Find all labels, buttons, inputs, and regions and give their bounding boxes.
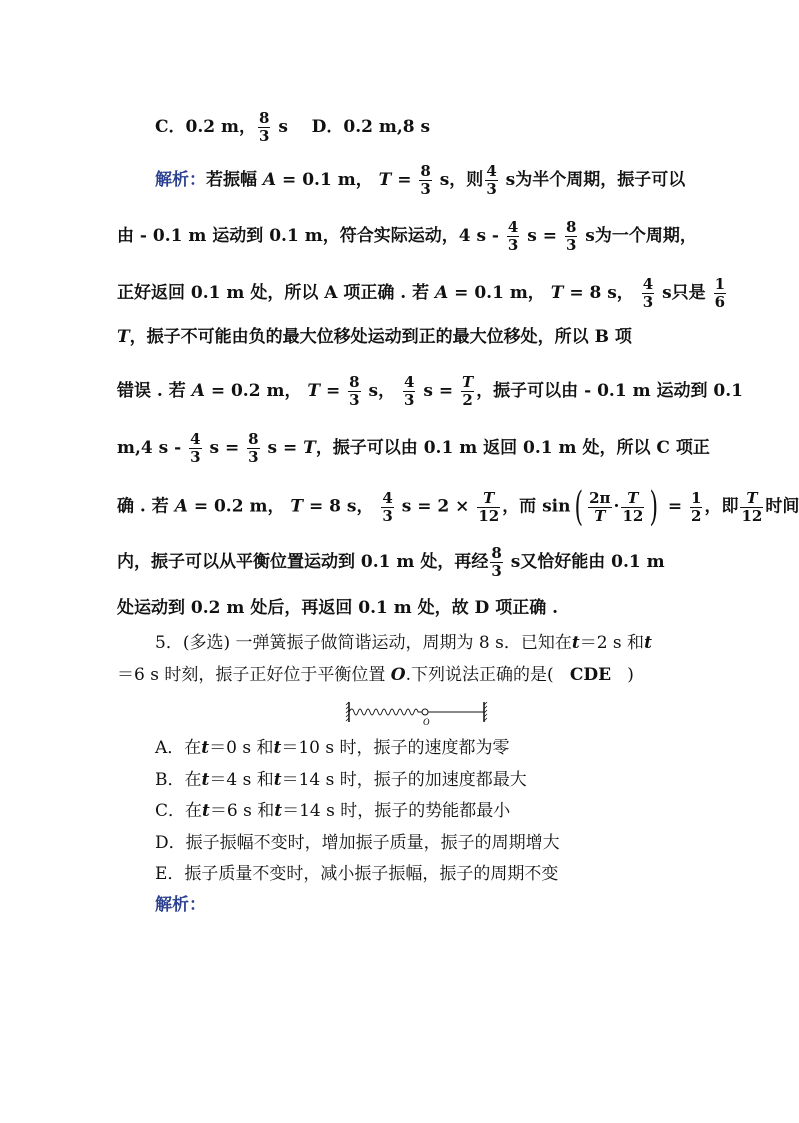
text: ＝2 s 和	[579, 633, 645, 653]
var-a: A	[435, 283, 449, 303]
analysis-line-4	[117, 327, 717, 347]
text: 确 . 若	[117, 496, 169, 517]
var-t: t	[202, 801, 210, 821]
text: 处运动到 0.2 m 处后，再返回 0.1 m 处，故 D 项正确 .	[117, 598, 559, 618]
option-c-d-line	[155, 110, 755, 145]
text: ＝4 s 和	[209, 770, 274, 790]
var-a: A	[191, 381, 205, 401]
text: m,4 s -	[117, 438, 182, 458]
mass-ball	[422, 709, 428, 715]
fraction: $\frac{1}{2}$	[691, 488, 702, 525]
answer: CDE	[569, 665, 612, 685]
var-t: t	[201, 738, 210, 758]
text: )	[627, 665, 634, 685]
var-t: T	[290, 496, 304, 517]
option-b	[155, 770, 715, 790]
var-a: A	[174, 496, 188, 517]
option-c-unit: s	[278, 117, 288, 137]
text: ，振子不可能由负的最大位移处运动到正的最大位移处，所以 B 项	[129, 327, 632, 347]
text: =	[325, 381, 341, 401]
analysis-line-9	[117, 598, 717, 618]
fraction: $\frac{T}{2}$	[462, 373, 474, 409]
analysis-line-1	[155, 163, 715, 198]
left-paren: (	[574, 484, 583, 530]
analysis-line-3	[117, 275, 726, 311]
var-t: t	[273, 738, 282, 758]
var-t: T	[303, 438, 316, 458]
fraction: $\frac{T}{12}$	[622, 488, 644, 525]
var-t: T	[550, 283, 564, 303]
fraction: $\frac{4}{3}$	[190, 430, 201, 466]
analysis-line-6	[117, 431, 717, 466]
text: B．在	[155, 770, 202, 790]
text: ，而 sin	[502, 496, 571, 517]
text: s为一个周期，	[585, 226, 697, 246]
text: 时间	[765, 496, 799, 517]
var-t: t	[274, 801, 283, 821]
text: ，即	[704, 496, 739, 517]
fraction: $\frac{1}{6}$	[714, 275, 726, 311]
var-a: A	[262, 170, 277, 190]
var-o: O	[390, 665, 406, 685]
text: s =	[267, 438, 298, 458]
text: 若振幅	[206, 170, 257, 190]
fraction: $\frac{4}{3}$	[507, 218, 519, 254]
text: 由 - 0.1 m 运动到 0.1 m，符合实际运动，4 s -	[117, 226, 499, 246]
text: = 8 s，	[569, 283, 634, 303]
text: s又恰好能由 0.1 m	[510, 552, 665, 572]
text: 内，振子可以从平衡位置运动到 0.1 m 处，再经	[117, 552, 489, 572]
text: =	[397, 170, 412, 190]
equilibrium-label-o: O	[423, 717, 430, 727]
text: s =	[423, 381, 454, 401]
text: = 0.1 m，	[282, 170, 373, 190]
option-d	[155, 833, 715, 853]
text: = 8 s，	[308, 496, 374, 517]
text: ＝6 s 时刻，振子正好位于平衡位置	[117, 665, 386, 685]
text: 正好返回 0.1 m 处，所以 A 项正确 . 若	[117, 283, 430, 303]
text: 错误 . 若	[117, 381, 186, 401]
text: s =	[209, 438, 240, 458]
fraction: $\frac{8}{3}$	[420, 162, 431, 198]
question5-line-2	[117, 665, 717, 685]
text: = 0.2 m，	[210, 381, 302, 401]
text: .下列说法正确的是(	[405, 665, 554, 685]
text: s = 2 ×	[401, 496, 470, 517]
var-t: t	[644, 633, 652, 653]
fraction: $\frac{2\pi}{T}$	[589, 488, 611, 525]
text: s只是	[662, 283, 706, 303]
text: ＝6 s 和	[209, 801, 275, 821]
analysis-line-8	[117, 545, 717, 580]
analysis-label: 解析：	[155, 170, 206, 190]
text: s，	[368, 381, 396, 401]
option-a	[155, 738, 715, 758]
fraction: $\frac{T}{12}$	[478, 488, 500, 525]
fraction: $\frac{4}{3}$	[642, 275, 654, 311]
text: = 0.2 m，	[193, 496, 285, 517]
text: s为半个周期，振子可以	[505, 170, 686, 190]
option-c-prefix: C．0.2 m，	[155, 117, 257, 137]
fraction: $\frac{T}{12}$	[741, 488, 763, 525]
text: E．振子质量不变时，减小振子振幅，振子的周期不变	[155, 864, 559, 884]
fraction: $\frac{4}{3}$	[382, 488, 393, 525]
analysis-line-7: 确 . 若 A = 0.2 m， T = 8 s， $\frac{4}{3}$ s = 2 × $\frac{T}{12}$ ，而 sin( $\frac{2\pi}{T}$ · $\frac{T}{12}$ ) = $\frac{1}{2}$ ，即 $\frac{T}{12}$ 时间	[117, 484, 799, 530]
fraction: $\frac{8}{3}$	[565, 218, 577, 254]
text: s，则	[439, 170, 484, 190]
text: C．在	[155, 801, 203, 821]
spring	[349, 709, 422, 715]
spring-oscillator-diagram	[346, 700, 488, 726]
var-t: t	[571, 633, 580, 653]
text: ＝14 s 时，振子的势能都最小	[282, 801, 511, 821]
fraction: $\frac{8}{3}$	[349, 373, 360, 409]
text: ，振子可以由 - 0.1 m 运动到 0.1	[476, 381, 743, 401]
fraction: $\frac{4}{3}$	[404, 373, 415, 409]
text: ＝10 s 时，振子的速度都为零	[281, 738, 510, 758]
var-t: t	[273, 770, 282, 790]
right-paren: )	[649, 484, 659, 530]
question5-line-1	[155, 633, 715, 653]
fraction: $\frac{8}{3}$	[491, 544, 502, 580]
var-t: t	[201, 770, 210, 790]
analysis-line-2	[117, 219, 717, 254]
fraction: $\frac{8}{3}$	[248, 430, 259, 466]
analysis-label-2-line	[155, 895, 355, 915]
text: ，振子可以由 0.1 m 返回 0.1 m 处，所以 C 项正	[315, 438, 710, 458]
text: A．在	[155, 738, 202, 758]
analysis-label-2: 解析：	[155, 895, 206, 915]
option-e	[155, 864, 715, 884]
text: = 0.1 m，	[454, 283, 545, 303]
text: D．振子振幅不变时，增加振子质量，振子的周期增大	[155, 833, 560, 853]
var-t: T	[307, 381, 321, 401]
analysis-line-5	[117, 373, 743, 409]
text: ＝0 s 和	[209, 738, 274, 758]
text: 5．(多选) 一弹簧振子做简谐运动，周期为 8 s．已知在	[155, 633, 572, 653]
text: =	[667, 496, 683, 517]
var-t: T	[117, 327, 130, 347]
text: ＝14 s 时，振子的加速度都最大	[281, 770, 527, 790]
var-t: T	[378, 170, 392, 190]
option-c	[155, 801, 715, 821]
fraction: $\frac{4}{3}$	[486, 162, 497, 198]
text: s =	[527, 226, 558, 246]
option-d: D．0.2 m,8 s	[311, 117, 431, 137]
fraction-8-3: $\frac{8}{3}$	[259, 109, 270, 145]
